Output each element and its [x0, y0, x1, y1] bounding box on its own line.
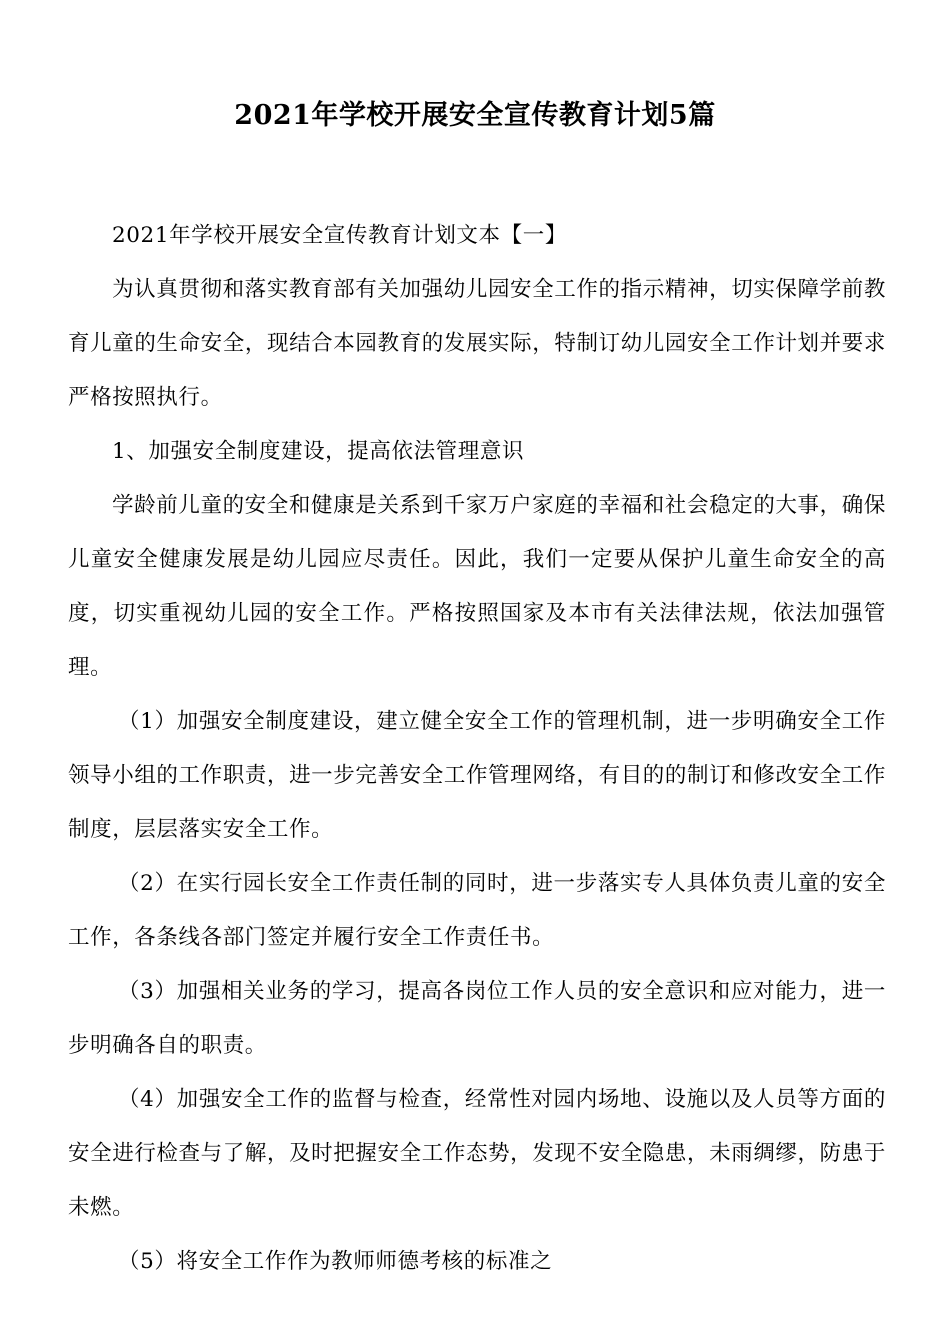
- document-title: 2021年学校开展安全宣传教育计划5篇: [234, 100, 716, 131]
- paragraph-item-5: （5）将安全工作作为教师师德考核的标准之: [118, 1249, 553, 1274]
- paragraph-item-3: （3）加强相关业务的学习，提高各岗位工作人员的安全意识和应对能力，进一步明确各自的职责。: [68, 979, 886, 1058]
- document-body: [68, 209, 886, 1289]
- paragraph-subtitle: 2021年学校开展安全宣传教育计划文本【一】: [112, 223, 567, 248]
- paragraph-item-4: （4）加强安全工作的监督与检查，经常性对园内场地、设施以及人员等方面的安全进行检查与了解，及时把握安全工作态势，发现不安全隐患，未雨绸缪，防患于未燃。: [68, 1087, 886, 1220]
- paragraph-section-body: 学龄前儿童的安全和健康是关系到千家万户家庭的幸福和社会稳定的大事，确保儿童安全健康发展是幼儿园应尽责任。因此，我们一定要从保护儿童生命安全的高度，切实重视幼儿园的安全工作。严格按照国家及本市有关法律法规，依法加强管理。: [68, 493, 886, 680]
- paragraph-item-1: （1）加强安全制度建设，建立健全安全工作的管理机制，进一步明确安全工作领导小组的工作职责，进一步完善安全工作管理网络，有目的的制订和修改安全工作制度，层层落实安全工作。: [68, 709, 886, 842]
- paragraph-section-heading: 1、加强安全制度建设，提高依法管理意识: [112, 439, 525, 464]
- paragraph-item-2: （2）在实行园长安全工作责任制的同时，进一步落实专人具体负责儿童的安全工作，各条线各部门签定并履行安全工作责任书。: [68, 871, 886, 950]
- paragraph-intro: 为认真贯彻和落实教育部有关加强幼儿园安全工作的指示精神，切实保障学前教育儿童的生命安全，现结合本园教育的发展实际，特制订幼儿园安全工作计划并要求严格按照执行。: [68, 277, 886, 410]
